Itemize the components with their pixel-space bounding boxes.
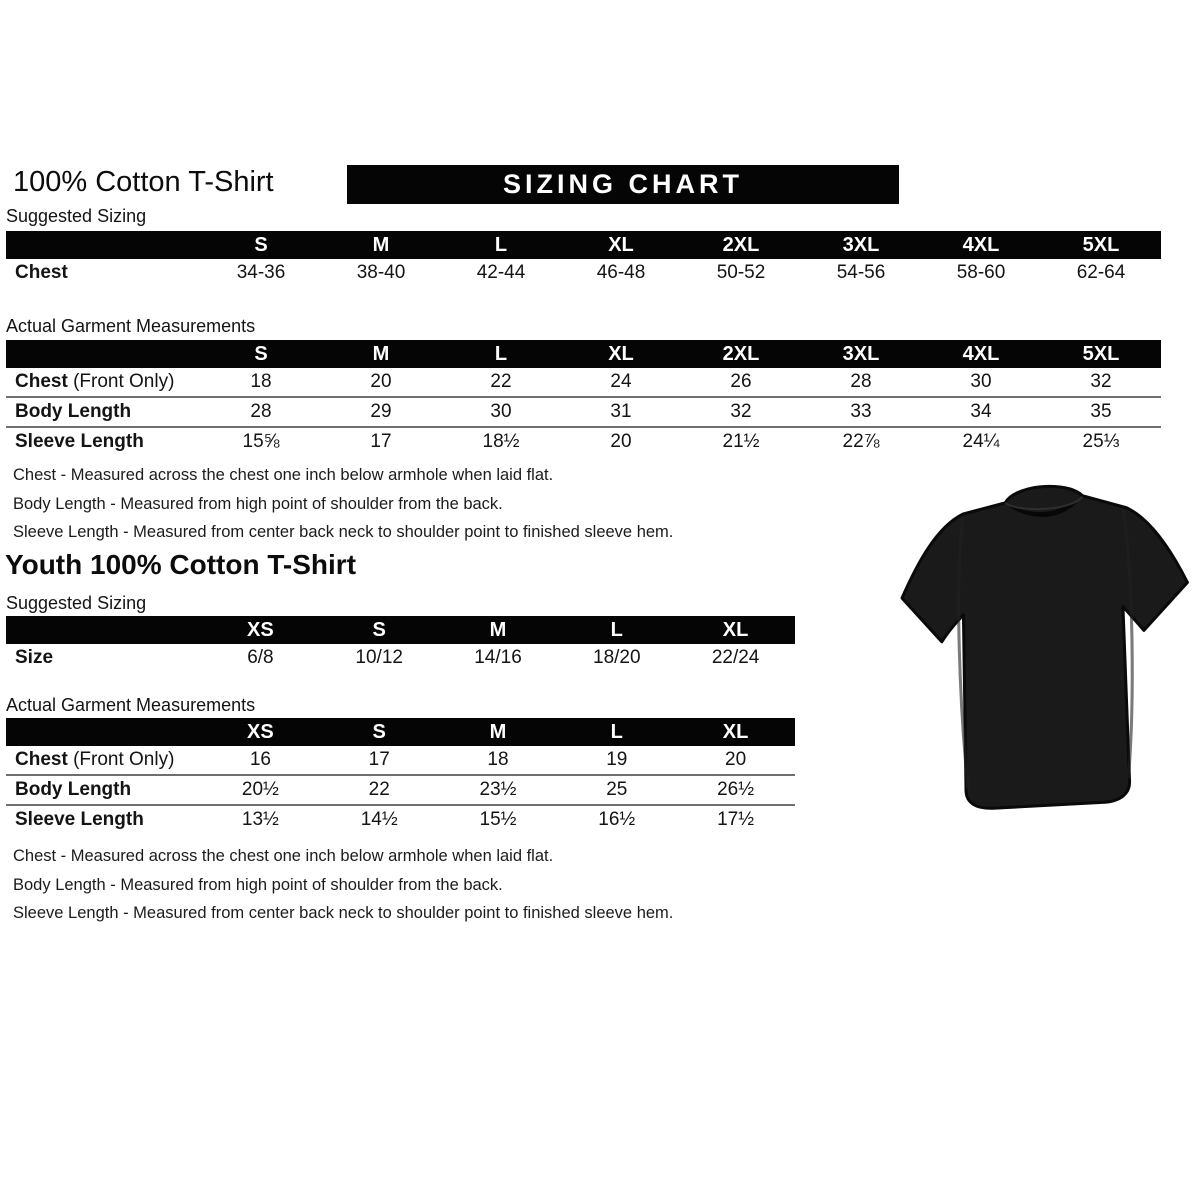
table-row <box>6 644 795 672</box>
column-header: XL <box>608 342 634 365</box>
cell-value: 34 <box>970 401 992 422</box>
cell-value: 24 <box>610 371 632 392</box>
note-body-length: Body Length - Measured from high point of shoulder from the back. <box>13 494 503 513</box>
column-header: 3XL <box>842 342 880 365</box>
cell-value: 17 <box>368 749 390 770</box>
cell-value: 26½ <box>717 779 755 800</box>
column-header: L <box>494 342 508 365</box>
column-header: M <box>372 342 390 365</box>
cell-value: 22 <box>368 779 390 800</box>
cell-value: 20 <box>370 371 392 392</box>
cell-value: 15⅝ <box>242 431 280 452</box>
column-header: 5XL <box>1082 342 1120 365</box>
adult-actual-measurements-table <box>6 340 1161 456</box>
youth-actual-measurements-label: Actual Garment Measurements <box>6 695 256 715</box>
cell-value: 17 <box>370 431 392 452</box>
cell-value: 31 <box>610 401 632 422</box>
cell-value: 42-44 <box>476 262 526 283</box>
cell-value: 21½ <box>722 431 760 452</box>
column-header: L <box>494 233 508 256</box>
cell-value: 14½ <box>360 809 398 830</box>
column-header: L <box>610 618 623 641</box>
cell-value: 28 <box>850 371 872 392</box>
column-header: 5XL <box>1082 233 1120 256</box>
row-label: Chest (Front Only) <box>15 371 175 392</box>
youth-suggested-sizing-label: Suggested Sizing <box>6 593 147 613</box>
row-label: Chest (Front Only) <box>15 749 175 770</box>
cell-value: 30 <box>970 371 992 392</box>
cell-value: 22 <box>490 371 512 392</box>
adult-measurement-notes <box>13 461 813 547</box>
row-label: Sleeve Length <box>15 809 144 830</box>
cell-value: 38-40 <box>356 262 406 283</box>
adult-suggested-sizing-table <box>6 231 1161 287</box>
youth-actual-measurements-table <box>6 718 795 834</box>
cell-value: 6/8 <box>247 647 274 668</box>
cell-value: 10/12 <box>355 647 403 668</box>
sizing-chart-banner-label: SIZING CHART <box>503 169 743 199</box>
adult-suggested-sizing-label: Suggested Sizing <box>6 206 147 226</box>
cell-value: 23½ <box>479 779 517 800</box>
cell-value: 19 <box>606 749 628 770</box>
column-header: 2XL <box>722 342 760 365</box>
cell-value: 28 <box>250 401 272 422</box>
cell-value: 50-52 <box>716 262 766 283</box>
table-header-row <box>6 340 1161 368</box>
cell-value: 16 <box>249 749 271 770</box>
table-row <box>6 774 795 804</box>
cell-value: 13½ <box>241 809 279 830</box>
note-sleeve-length: Sleeve Length - Measured from center back neck to shoulder point to finished sleeve hem. <box>13 904 674 922</box>
note-chest: Chest - Measured across the chest one inch below armhole when laid flat. <box>13 466 554 484</box>
note-chest: Chest - Measured across the chest one inch below armhole when laid flat. <box>13 847 554 865</box>
column-header: L <box>610 720 623 743</box>
cell-value: 32 <box>1090 371 1112 392</box>
row-label: Body Length <box>15 779 132 800</box>
cell-value: 18 <box>487 749 509 770</box>
cell-value: 58-60 <box>956 262 1006 283</box>
cell-value: 29 <box>370 401 392 422</box>
table-row <box>6 426 1161 456</box>
tshirt-image <box>890 454 1200 824</box>
column-header: XL <box>722 618 749 641</box>
cell-value: 18/20 <box>593 647 641 668</box>
cell-value: 30 <box>490 401 512 422</box>
cell-value: 18 <box>250 371 272 392</box>
cell-value: 14/16 <box>474 647 522 668</box>
column-header: S <box>372 618 386 641</box>
cell-value: 17½ <box>717 809 755 830</box>
column-header: 4XL <box>962 233 1000 256</box>
page-title: 100% Cotton T-Shirt <box>13 166 274 198</box>
column-header: XL <box>608 233 634 256</box>
column-header: XL <box>722 720 749 743</box>
table-row <box>6 368 1161 396</box>
cell-value: 25⅓ <box>1082 431 1120 452</box>
column-header: XS <box>247 720 274 743</box>
cell-value: 32 <box>730 401 752 422</box>
cell-value: 25 <box>606 779 628 800</box>
cell-value: 24¼ <box>962 431 1000 452</box>
cell-value: 33 <box>850 401 872 422</box>
row-label: Body Length <box>15 401 132 422</box>
row-label: Chest <box>15 262 68 283</box>
row-label: Size <box>15 647 54 668</box>
cell-value: 22/24 <box>711 647 760 668</box>
adult-actual-measurements-label: Actual Garment Measurements <box>6 316 256 336</box>
note-body-length: Body Length - Measured from high point of shoulder from the back. <box>13 875 503 894</box>
youth-suggested-sizing-table <box>6 616 795 672</box>
youth-measurement-notes <box>13 842 813 928</box>
table-header-row <box>6 616 795 644</box>
note-sleeve-length: Sleeve Length - Measured from center back neck to shoulder point to finished sleeve hem. <box>13 523 674 541</box>
cell-value: 62-64 <box>1076 262 1126 283</box>
column-header: M <box>489 720 507 743</box>
column-header: S <box>254 342 268 365</box>
column-header: 2XL <box>722 233 760 256</box>
cell-value: 18½ <box>482 431 520 452</box>
cell-value: 20½ <box>241 779 279 800</box>
cell-value: 34-36 <box>236 262 286 283</box>
column-header: 4XL <box>962 342 1000 365</box>
cell-value: 20 <box>610 431 632 452</box>
cell-value: 26 <box>730 371 752 392</box>
column-header: M <box>489 618 507 641</box>
column-header: XS <box>247 618 274 641</box>
cell-value: 20 <box>725 749 747 770</box>
sizing-chart-banner <box>347 165 899 204</box>
row-label: Sleeve Length <box>15 431 144 452</box>
cell-value: 16½ <box>598 809 636 830</box>
cell-value: 35 <box>1090 401 1112 422</box>
black-tshirt-icon <box>890 454 1200 824</box>
table-header-row <box>6 718 795 746</box>
table-header-row <box>6 231 1161 259</box>
cell-value: 22⅞ <box>842 431 880 452</box>
column-header: S <box>254 233 268 256</box>
table-row <box>6 396 1161 426</box>
column-header: 3XL <box>842 233 880 256</box>
table-row <box>6 804 795 834</box>
table-row <box>6 746 795 774</box>
column-header: M <box>372 233 390 256</box>
youth-title: Youth 100% Cotton T-Shirt <box>5 549 357 580</box>
cell-value: 54-56 <box>836 262 886 283</box>
table-row <box>6 259 1161 287</box>
cell-value: 46-48 <box>596 262 646 283</box>
cell-value: 15½ <box>479 809 517 830</box>
column-header: S <box>372 720 386 743</box>
